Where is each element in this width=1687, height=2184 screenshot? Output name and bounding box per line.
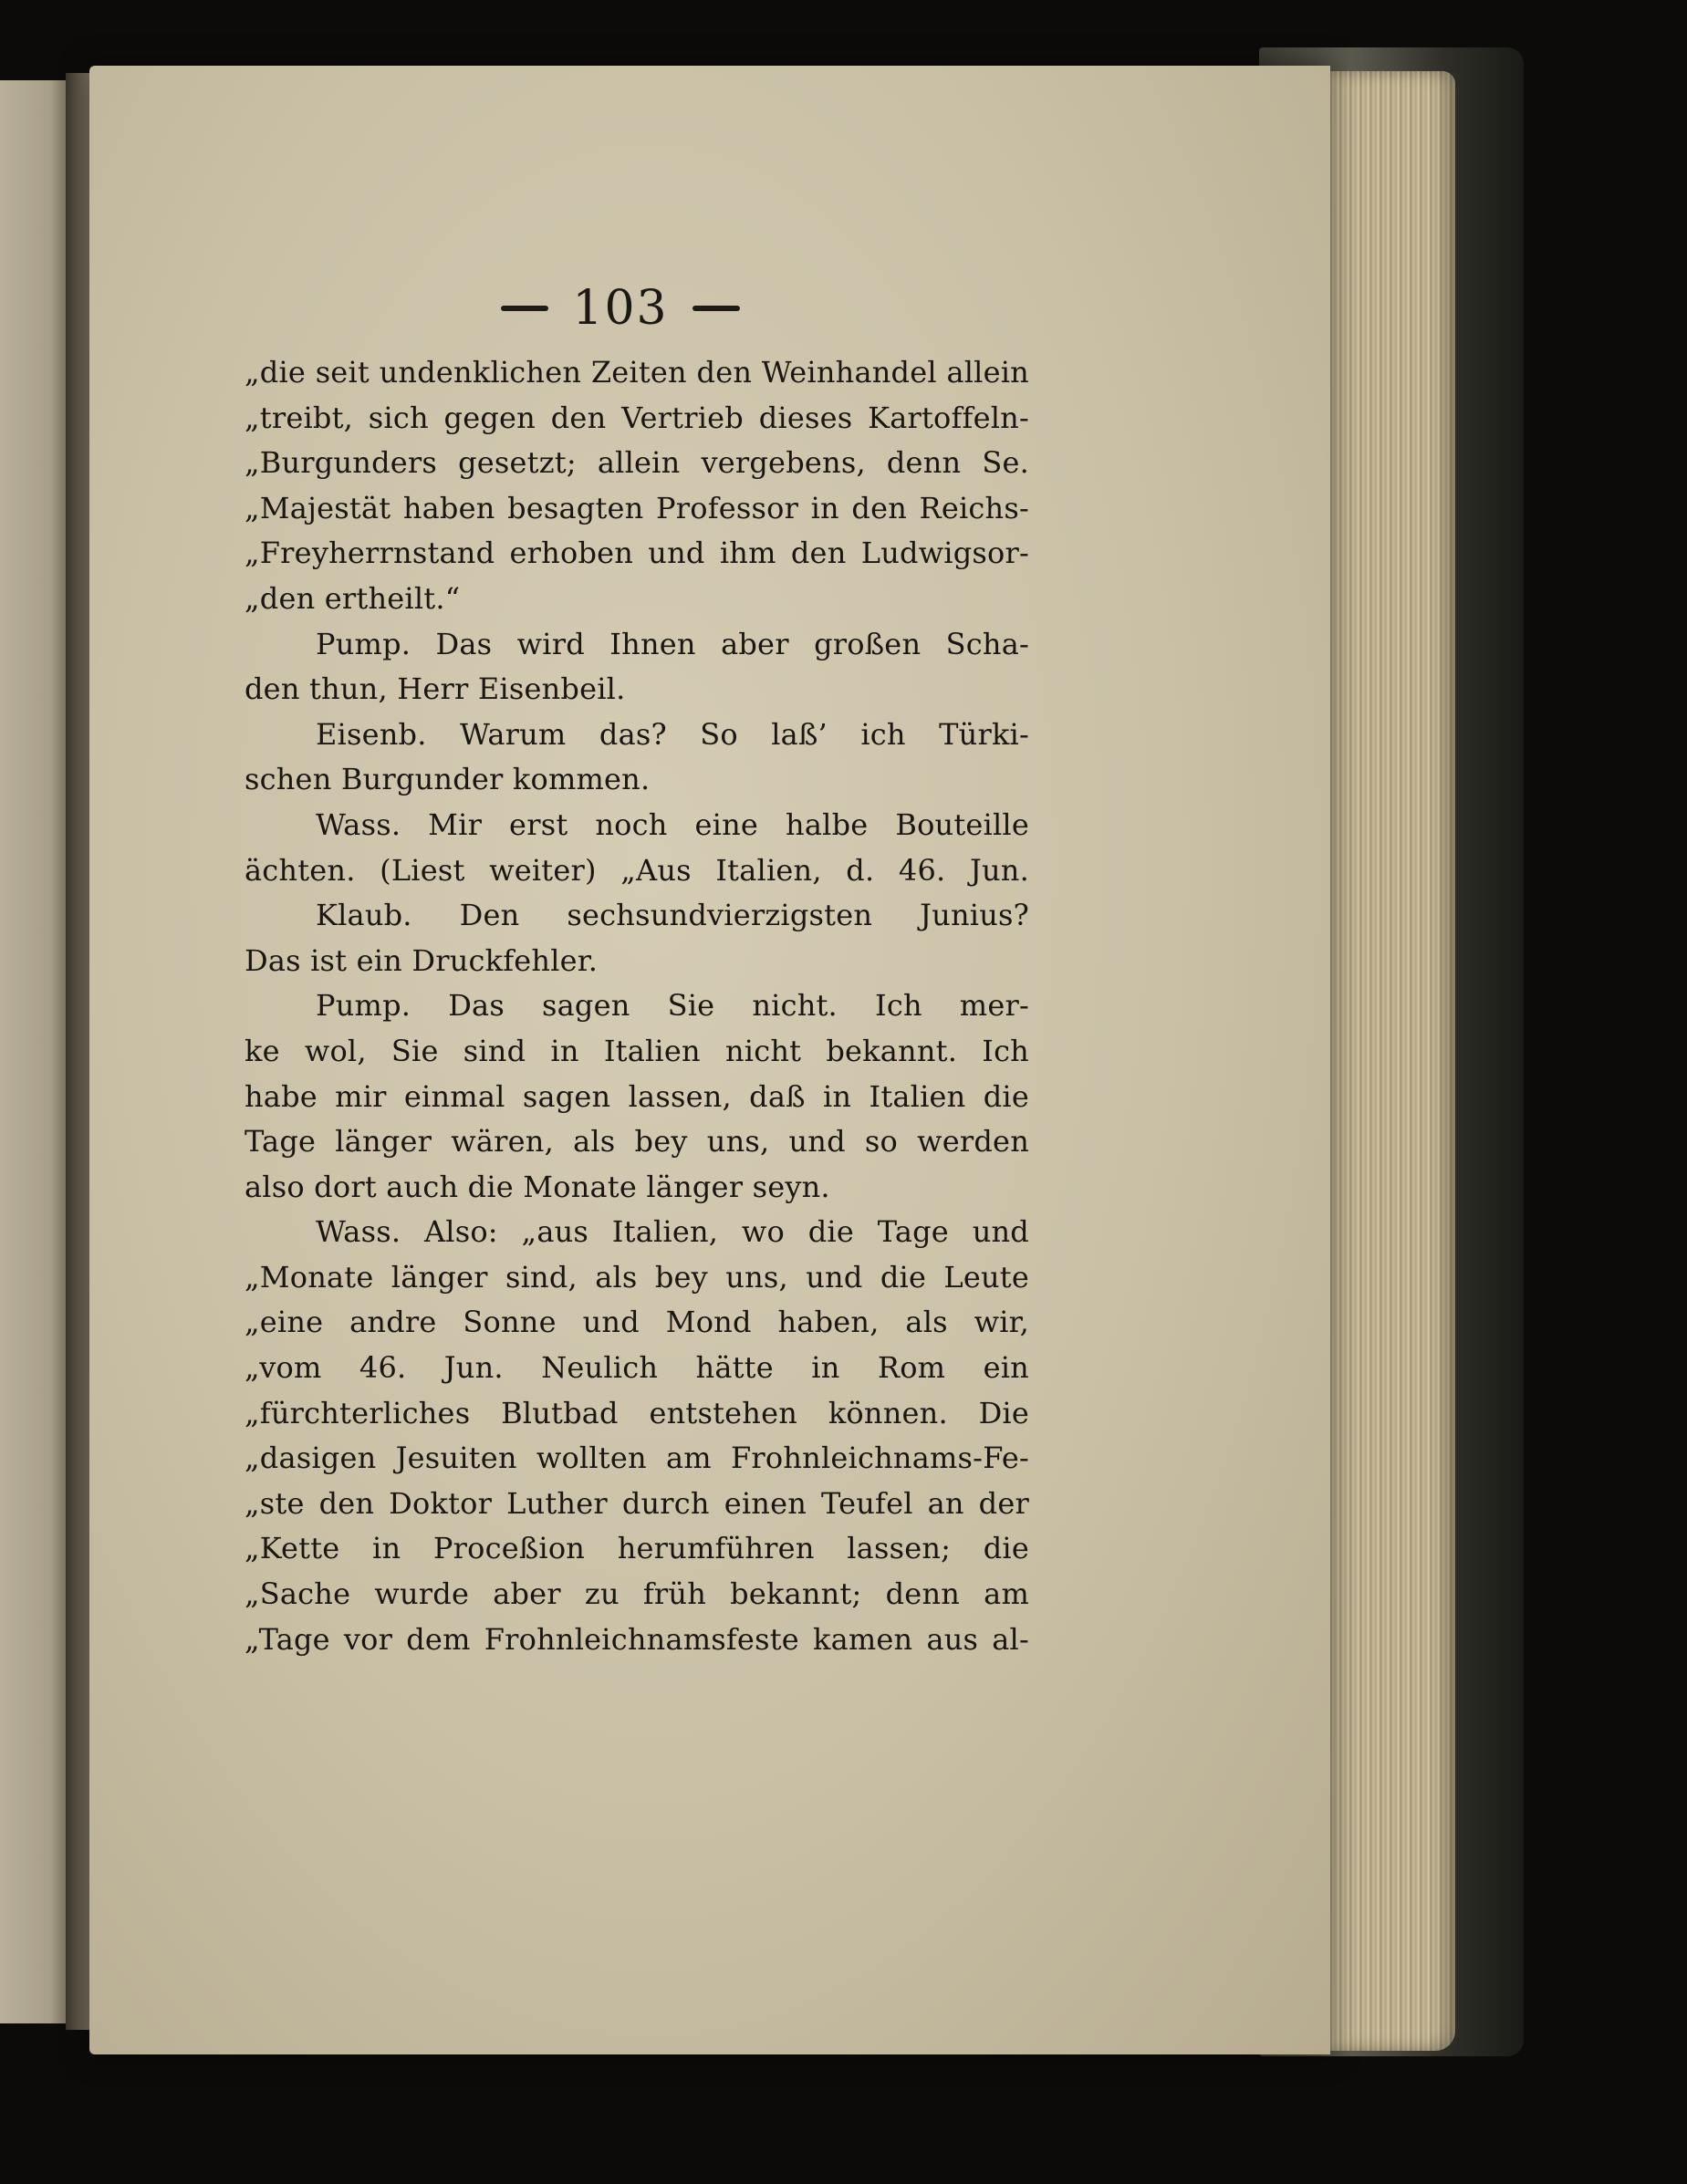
text-line: „Burgunders gesetzt; allein vergebens, denn Se.	[245, 445, 1029, 481]
text-line: Klaub. Den sechsundvierzigsten Junius?	[316, 898, 1029, 933]
text-line: „ste den Doktor Luther durch einen Teufel an der	[245, 1485, 1029, 1521]
text-line: habe mir einmal sagen lassen, daß in Italien die	[245, 1078, 1029, 1114]
text-line: „vom 46. Jun. Neulich hätte in Rom ein	[245, 1350, 1029, 1386]
text-line: „Monate länger sind, als bey uns, und die Leute	[245, 1259, 1029, 1295]
page-text	[245, 350, 1029, 1662]
header-rule-left	[501, 306, 548, 311]
page-header	[474, 281, 766, 336]
text-line: den thun, Herr Eisenbeil.	[245, 671, 626, 707]
text-line: ke wol, Sie sind in Italien nicht bekannt. Ich	[245, 1033, 1029, 1068]
text-line: Tage länger wären, als bey uns, und so werden	[245, 1124, 1029, 1160]
text-line: Eisenb. Warum das? So laß’ ich Türki-	[316, 716, 1029, 752]
text-line: „eine andre Sonne und Mond haben, als wir,	[245, 1305, 1029, 1340]
text-line: Wass. Also: „aus Italien, wo die Tage und	[316, 1214, 1029, 1250]
text-line: „Tage vor dem Frohnleichnamsfeste kamen aus al-	[245, 1621, 1029, 1657]
text-line: Wass. Mir erst noch eine halbe Bouteille	[316, 806, 1029, 842]
header-rule-right	[693, 306, 740, 311]
text-line: „Sache wurde aber zu früh bekannt; denn am	[245, 1576, 1029, 1612]
text-line: ächten. (Liest weiter) „Aus Italien, d. 46. Jun.	[245, 852, 1029, 888]
text-line: „Majestät haben besagten Professor in den Reichs-	[245, 490, 1029, 525]
text-line: schen Burgunder kommen.	[245, 762, 651, 797]
text-line: Das ist ein Druckfehler.	[245, 942, 599, 978]
left-facing-page	[0, 80, 71, 2023]
text-line: „den ertheilt.“	[245, 580, 461, 616]
text-line: Pump. Das wird Ihnen aber großen Scha-	[316, 626, 1029, 661]
text-line: „dasigen Jesuiten wollten am Frohnleichnams-Fe-	[245, 1440, 1029, 1476]
page-number: 103	[572, 281, 669, 336]
text-line: also dort auch die Monate länger seyn.	[245, 1169, 830, 1204]
text-line: „Freyherrnstand erhoben und ihm den Ludwigsor-	[245, 536, 1029, 571]
text-line: „Kette in Proceßion herumführen lassen; die	[245, 1531, 1029, 1566]
text-line: „fürchterliches Blutbad entstehen können. Die	[245, 1395, 1029, 1430]
text-line: „die seit undenklichen Zeiten den Weinhandel allein	[245, 355, 1029, 390]
text-line: „treibt, sich gegen den Vertrieb dieses Kartoffeln-	[245, 400, 1029, 435]
text-line: Pump. Das sagen Sie nicht. Ich mer-	[316, 988, 1029, 1024]
